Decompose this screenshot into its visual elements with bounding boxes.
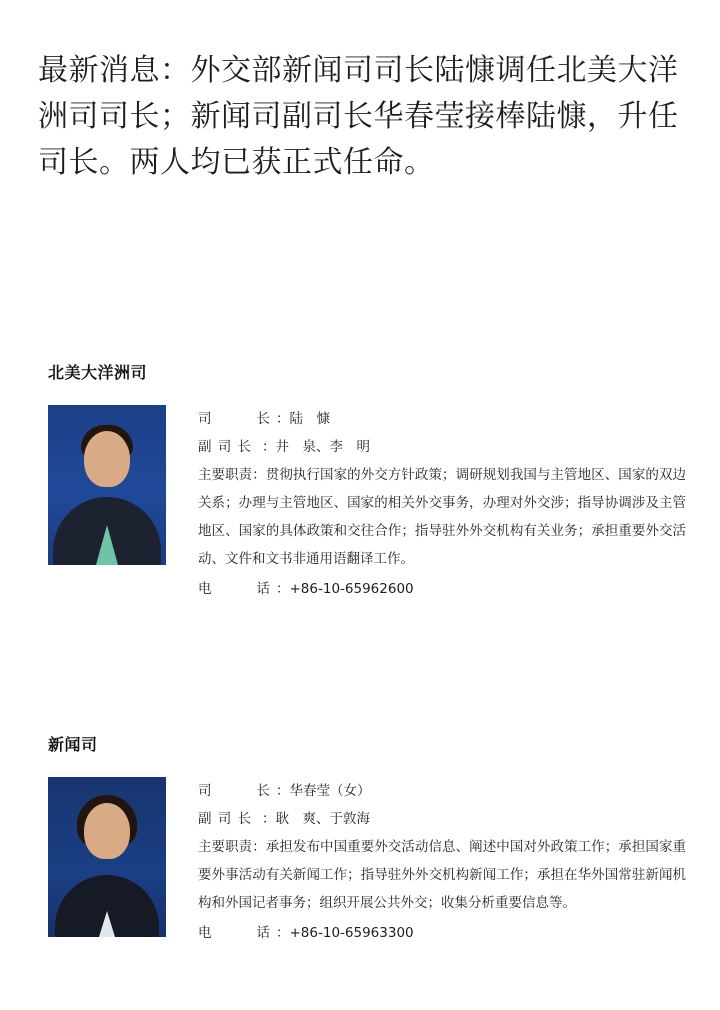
director-line — [198, 777, 686, 805]
duty-label: 主要职责： — [198, 467, 266, 483]
portrait-head-shape — [84, 803, 130, 859]
portrait-photo-lu-kang — [48, 405, 166, 565]
phone-line — [198, 919, 686, 947]
phone-value: ：+86-10-65963300 — [276, 925, 414, 941]
phone-label: 电 话 — [198, 925, 276, 941]
section-body — [0, 777, 720, 947]
director-label: 司 长 — [198, 783, 276, 799]
duty-label: 主要职责： — [198, 839, 266, 855]
section-press — [0, 732, 720, 947]
deputy-value: ：耿 爽、于敦海 — [262, 811, 370, 827]
section-title: 新闻司 — [48, 735, 98, 754]
duty-paragraph — [198, 461, 686, 573]
deputy-label: 副 司 长 — [198, 439, 253, 455]
phone-value: ：+86-10-65962600 — [276, 581, 414, 597]
portrait-head-shape — [84, 431, 130, 487]
portrait-container — [48, 777, 166, 937]
deputy-value: ：井 泉、李 明 — [262, 439, 370, 455]
director-label: 司 长 — [198, 411, 276, 427]
section-body — [0, 405, 720, 603]
director-line — [198, 405, 686, 433]
portrait-container — [48, 405, 166, 565]
section-info — [198, 405, 720, 603]
page-headline: 最新消息：外交部新闻司司长陆慷调任北美大洋洲司司长；新闻司副司长华春莹接棒陆慷，升任司长。两人均已获正式任命。 — [38, 53, 679, 180]
section-info — [198, 777, 720, 947]
director-value: ：陆 慷 — [276, 411, 330, 427]
phone-line — [198, 575, 686, 603]
duty-text: 贯彻执行国家的外交方针政策；调研规划我国与主管地区、国家的双边关系；办理与主管地区、国家的相关外交事务，办理对外交涉；指导协调涉及主管地区、国家的具体政策和交往合作；指导驻外外交机构有关业务；承担重要外交活动、文件和文书非通用语翻译工作。 — [198, 467, 687, 567]
director-value: ：华春莹（女） — [276, 783, 371, 799]
section-title: 北美大洋洲司 — [48, 363, 148, 382]
deputy-line — [198, 433, 686, 461]
duty-text: 承担发布中国重要外交活动信息、阐述中国对外政策工作；承担国家重要外事活动有关新闻工作；指导驻外外交机构新闻工作；承担在华外国常驻新闻机构和外国记者事务；组织开展公共外交；收集分析重要信息等。 — [198, 839, 687, 911]
portrait-photo-hua-chunying — [48, 777, 166, 937]
duty-paragraph — [198, 833, 686, 917]
section-north-america-oceania — [0, 360, 720, 603]
deputy-line — [198, 805, 686, 833]
phone-label: 电 话 — [198, 581, 276, 597]
deputy-label: 副 司 长 — [198, 811, 253, 827]
